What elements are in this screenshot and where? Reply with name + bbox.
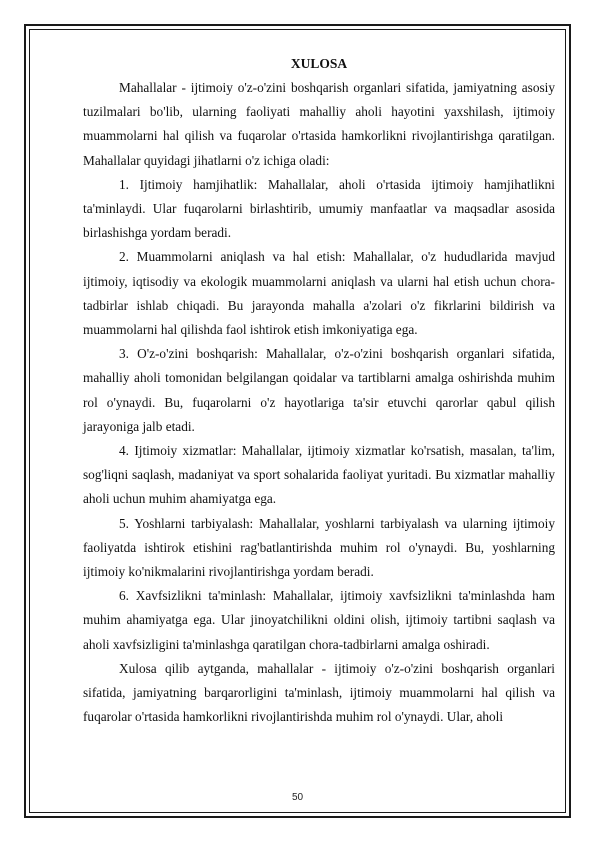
paragraph-item-3: 3. O'z-o'zini boshqarish: Mahallalar, o'z-o'zini boshqarish organlari sifatida, mahalliy aholi tomonidan belgilangan qoidalar va tartiblarni amalga oshirishda muhim rol o'ynaydi. Bu, fuqarolarni o'z hayotlariga ta'sir etuvchi qarorlar qabul qilish jarayoniga jalb etadi.	[83, 346, 555, 434]
paragraph-item-6: 6. Xavfsizlikni ta'minlash: Mahallalar, ijtimoiy xavfsizlikni ta'minlashda ham muhim ahamiyatga ega. Ular jinoyatchilikni oldini olish, ijtimoiy tartibni saqlash va aholi xavfsizligini ta'minlashga qaratilgan chora-tadbirlarni amalga oshiradi.	[83, 588, 555, 652]
paragraph-item-5: 5. Yoshlarni tarbiyalash: Mahallalar, yoshlarni tarbiyalash va ularning ijtimoiy faoliyatda ishtirok etishini rag'batlantirishda muhim rol o'ynaydi. Bu, yoshlarning ijtimoiy ko'nikmalarini rivojlantirishga yordam beradi.	[83, 515, 555, 580]
paragraph-item-4: 4. Ijtimoiy xizmatlar: Mahallalar, ijtimoiy xizmatlar ko'rsatish, masalan, ta'lim, sog'liqni saqlash, madaniyat va sport sohalarida faoliyat yuritadi. Bu xizmatlar mahalliy aholi uchun muhim ahamiyatga ega.	[83, 443, 555, 507]
paragraph-intro: Mahallalar - ijtimoiy o'z-o'zini boshqarish organlari sifatida, jamiyatning asosiy tuzilmalari bo'lib, ularning faoliyati mahalliy aholi hayotini yaxshilash, ijtimoiy muammolarni hal qilish va fuqarolar o'rtasida hamkorlikni rivojlantirishga qaratilgan. Mahallalar quyidagi jihatlarni o'z ichiga oladi:	[83, 80, 555, 168]
paragraph-conclusion: Xulosa qilib aytganda, mahallalar - ijtimoiy o'z-o'zini boshqarish organlari sifatida, jamiyatning barqarorligini ta'minlash, ijtimoiy muammolarni hal qilish va fuqarolar o'rtasida hamkorlikni rivojlantirishda muhim rol o'ynaydi. Ular, aholi	[83, 660, 555, 725]
paragraph-item-2: 2. Muammolarni aniqlash va hal etish: Mahallalar, o'z hududlarida mavjud ijtimoiy, iqtisodiy va ekologik muammolarni aniqlash va ularni hal etish uchun chora-tadbirlar ishlab chiqadi. Bu jarayonda mahalla a'zolari o'z fikrlarini bildirish va muammolarni hal qilishda faol ishtirok etish imkoniyatiga ega.	[83, 249, 555, 338]
paragraph-item-1: 1. Ijtimoiy hamjihatlik: Mahallalar, aholi o'rtasida ijtimoiy hamjihatlikni ta'minlaydi. Ular fuqarolarni birlashtirib, umumiy manfaatlar va maqsadlar asosida birlashishga yordam beradi.	[83, 176, 555, 241]
page-number: 50	[291, 792, 304, 803]
section-title: XULOSA	[290, 56, 348, 71]
document-body	[83, 52, 555, 729]
